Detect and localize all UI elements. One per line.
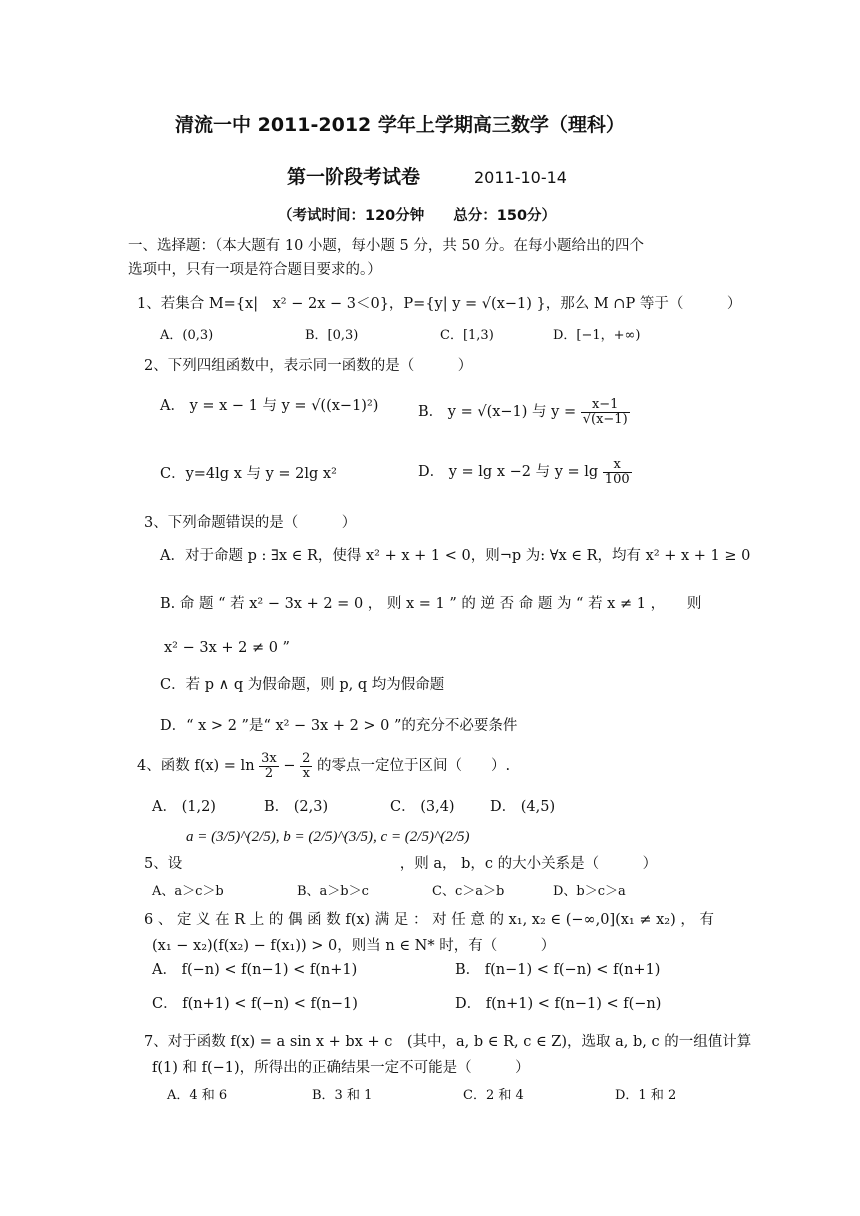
- q3-option-c: C．若 p ∧ q 为假命题，则 p, q 均为假命题: [160, 677, 445, 693]
- q1-option-d: D．[−1，+∞): [553, 328, 641, 343]
- exam-info: （考试时间：120分钟 总分：150分）: [278, 208, 557, 224]
- q6-option-a: A． f(−n) < f(n−1) < f(n+1): [152, 962, 358, 978]
- q5-option-a: A、a＞c＞b: [152, 884, 224, 899]
- q2-option-d-denominator: 100: [604, 471, 630, 487]
- q5-option-c: C、c＞a＞b: [432, 884, 505, 899]
- q6-stem-line2: (x₁ − x₂)(f(x₂) − f(x₁)) > 0，则当 n ∈ N* 时，有（ ）: [152, 938, 556, 954]
- q3-option-a: A．对于命题 p : ∃x ∈ R，使得 x² + x + 1 < 0，则¬p 为: ∀x ∈ R，均有 x² + x + 1 ≥ 0: [160, 548, 751, 564]
- q4-fraction-1: [259, 752, 279, 780]
- q7-stem-line2: f(1) 和 f(−1)，所得出的正确结果一定不可能是（ ）: [152, 1060, 530, 1076]
- q4-stem-lead: 4、函数 f(x) = ln: [137, 758, 255, 775]
- q4-option-c: C． (3,4): [390, 799, 455, 815]
- q1-option-b: B．[0,3): [305, 328, 359, 343]
- q2-option-d-label: D． y = lg x −2 与 y = lg: [418, 464, 599, 481]
- q7-option-c: C．2 和 4: [463, 1088, 524, 1103]
- q4-option-b: B． (2,3): [264, 799, 329, 815]
- q4-fraction-1-denominator: 2: [264, 765, 274, 781]
- q2-option-d-fraction: [603, 458, 632, 486]
- q4-fraction-1-numerator: 3x: [261, 751, 277, 766]
- q6-stem-line1: 6 、 定 义 在 R 上 的 偶 函 数 f(x) 满 足 ： 对 任 意 的 x₁, x₂ ∈ (−∞,0](x₁ ≠ x₂) ， 有: [144, 912, 714, 928]
- q2-stem: 2、下列四组函数中，表示同一函数的是（ ）: [144, 358, 473, 374]
- q4-option-d: D． (4,5): [490, 799, 556, 815]
- q7-option-a: A．4 和 6: [167, 1088, 228, 1103]
- q4-fraction-2-numerator: 2: [302, 751, 311, 766]
- q4-fraction-2: [300, 752, 312, 780]
- q2-option-c: C．y=4lg x 与 y = 2lg x²: [160, 466, 337, 482]
- q2-option-b-denominator: √(x−1): [582, 411, 628, 427]
- q2-option-b-label: B． y = √(x−1) 与 y =: [418, 404, 577, 421]
- section-heading-line1: 一、选择题：（本大题有 10 小题，每小题 5 分，共 50 分。在每小题给出的四个: [128, 238, 645, 254]
- q1-option-a: A．(0,3): [160, 328, 214, 343]
- q3-option-b-line1: B. 命 题 “ 若 x² − 3x + 2 = 0 ， 则 x = 1 ” 的 逆 否 命 题 为 “ 若 x ≠ 1 ， 则: [160, 596, 702, 612]
- q5-definitions: a = (3/5)^(2/5), b = (2/5)^(3/5), c = (2/5)^(2/5): [186, 829, 470, 845]
- q2-option-b: [418, 398, 630, 426]
- q2-option-d-numerator: x: [603, 458, 632, 473]
- q1-stem: 1、若集合 M={x| x² − 2x − 3＜0}，P={y| y = √(x−1) }，那么 M ∩P 等于（ ）: [137, 296, 742, 312]
- q2-option-b-fraction: [581, 398, 630, 426]
- q7-option-b: B．3 和 1: [312, 1088, 373, 1103]
- q5-option-b: B、a＞b＞c: [297, 884, 369, 899]
- q4-fraction-2-denominator: x: [302, 765, 310, 781]
- q6-option-d: D． f(n+1) < f(n−1) < f(−n): [455, 996, 662, 1012]
- exam-date: 2011-10-14: [474, 168, 567, 187]
- q1-option-c: C．[1,3): [440, 328, 494, 343]
- q7-option-d: D．1 和 2: [615, 1088, 677, 1103]
- q4-stem-tail: 的零点一定位于区间（ ）.: [317, 758, 511, 775]
- q7-stem-line1: 7、对于函数 f(x) = a sin x + bx + c (其中，a, b ∈ R, c ∈ Z)，选取 a, b, c 的一组值计算: [144, 1034, 752, 1050]
- q3-option-b-line2: x² − 3x + 2 ≠ 0 ”: [164, 640, 290, 656]
- q3-option-d: D．“ x > 2 ”是“ x² − 3x + 2 > 0 ”的充分不必要条件: [160, 718, 518, 734]
- q2-option-a: A． y = x − 1 与 y = √((x−1)²): [160, 398, 379, 414]
- q5-stem: 5、设 ，则 a， b，c 的大小关系是（ ）: [144, 856, 658, 872]
- page-subtitle: 第一阶段考试卷: [287, 166, 421, 188]
- q6-option-c: C． f(n+1) < f(−n) < f(n−1): [152, 996, 358, 1012]
- q3-stem: 3、下列命题错误的是（ ）: [144, 515, 357, 531]
- q2-option-b-numerator: x−1: [581, 398, 630, 413]
- q4-option-a: A． (1,2): [152, 799, 216, 815]
- q4-minus-sign: −: [283, 758, 296, 775]
- q2-option-d: [418, 458, 632, 486]
- q4-stem: [137, 752, 510, 780]
- section-heading-line2: 选项中，只有一项是符合题目要求的。）: [128, 262, 382, 278]
- q5-option-d: D、b＞c＞a: [553, 884, 626, 899]
- page-title: 清流一中 2011-2012 学年上学期高三数学（理科）: [175, 114, 625, 136]
- q6-option-b: B． f(n−1) < f(−n) < f(n+1): [455, 962, 661, 978]
